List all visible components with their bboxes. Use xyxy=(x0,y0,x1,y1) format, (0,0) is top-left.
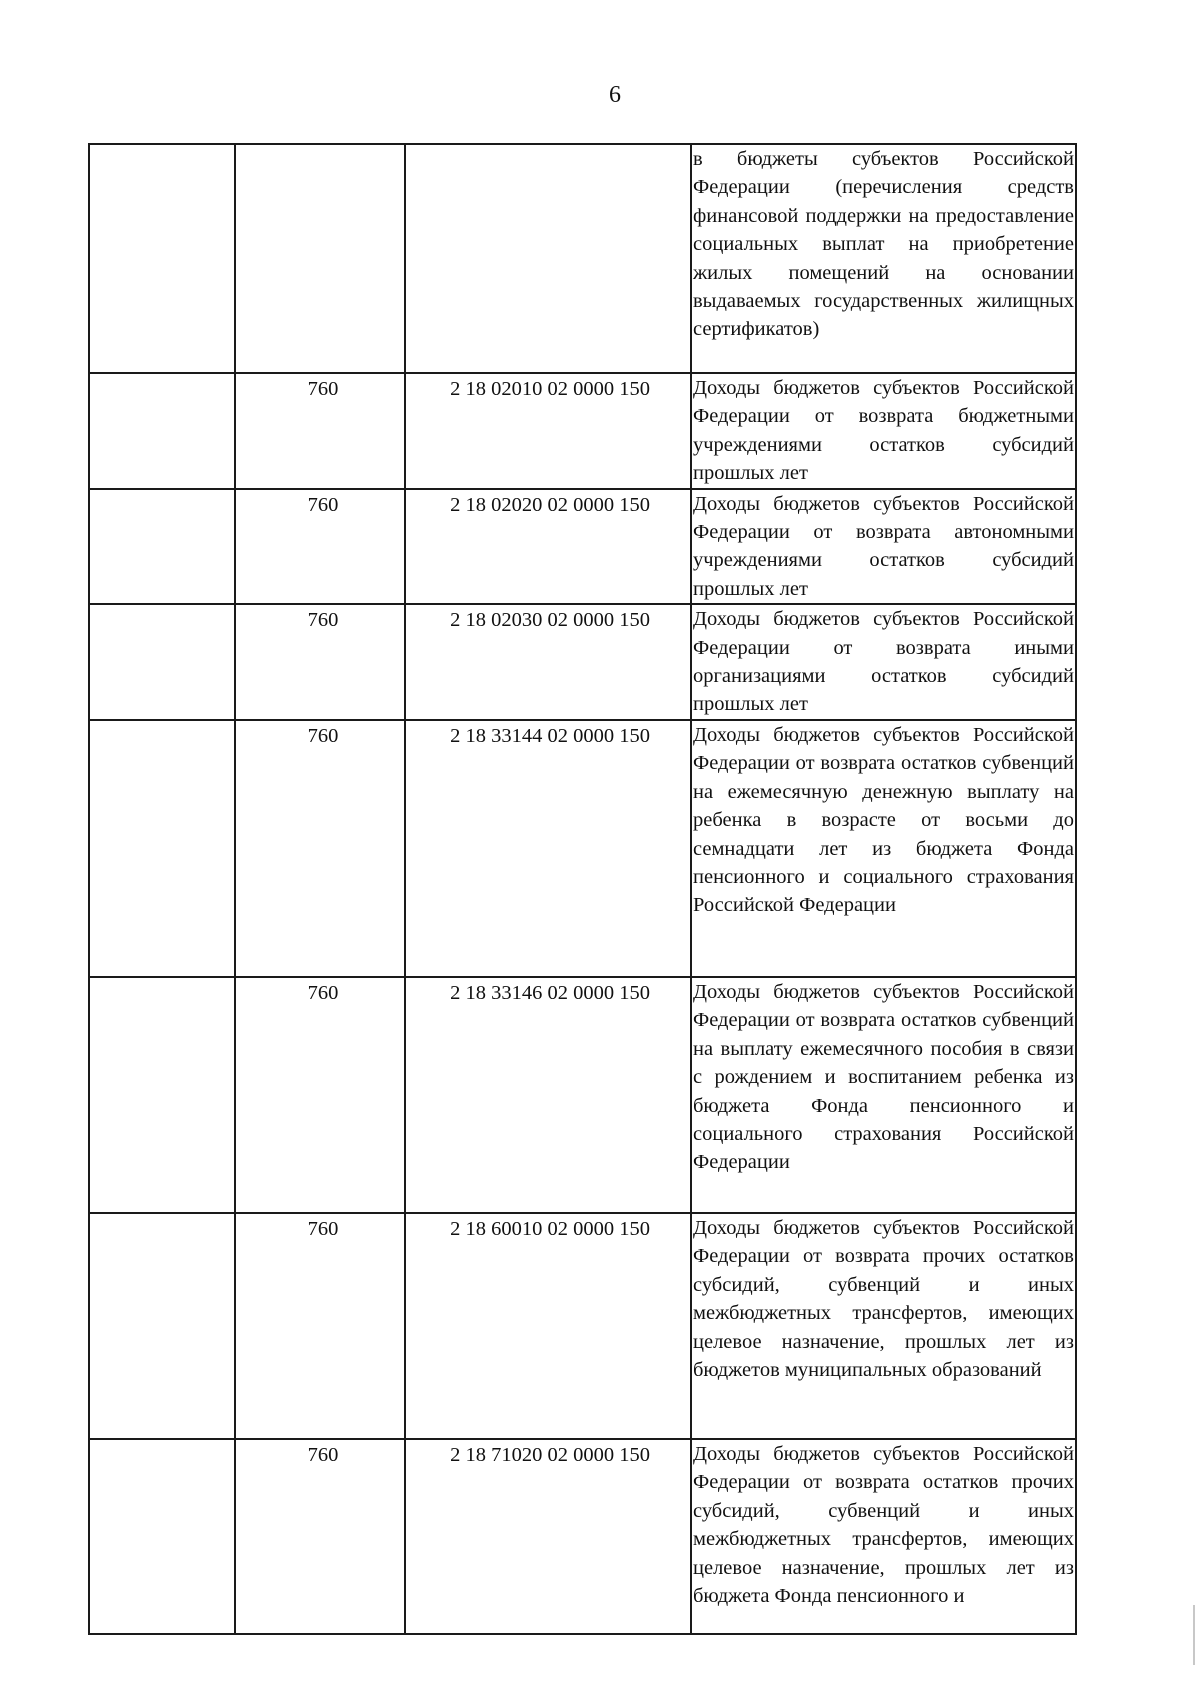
admin-code-cell xyxy=(235,144,405,373)
income-code-cell: 2 18 33144 02 0000 150 xyxy=(405,720,691,977)
income-code-cell: 2 18 60010 02 0000 150 xyxy=(405,1213,691,1439)
table-row xyxy=(89,604,1076,720)
table-row xyxy=(89,1213,1076,1439)
row-blank-cell xyxy=(89,489,235,605)
table-row xyxy=(89,144,1076,373)
table-row xyxy=(89,489,1076,605)
budget-income-table xyxy=(88,143,1077,1635)
table-row xyxy=(89,373,1076,489)
row-blank-cell xyxy=(89,720,235,977)
income-description-cell: Доходы бюджетов субъектов Российской Федерации от возврата бюджетными учреждениями остатков субсидий прошлых лет xyxy=(691,373,1076,489)
admin-code-cell: 760 xyxy=(235,720,405,977)
scan-edge-mark xyxy=(1193,1605,1195,1665)
admin-code-cell: 760 xyxy=(235,977,405,1213)
income-description-cell: Доходы бюджетов субъектов Российской Федерации от возврата остатков субвенций на ежемесячную денежную выплату на ребенка в возрасте от восьми до семнадцати лет из бюджета Фонда пенсионного и социального страхования Российской Федерации xyxy=(691,720,1076,977)
table-row xyxy=(89,720,1076,977)
row-blank-cell xyxy=(89,604,235,720)
row-blank-cell xyxy=(89,1439,235,1634)
admin-code-cell: 760 xyxy=(235,489,405,605)
table-row xyxy=(89,977,1076,1213)
income-code-cell: 2 18 02020 02 0000 150 xyxy=(405,489,691,605)
table-row xyxy=(89,1439,1076,1634)
income-code-cell: 2 18 33146 02 0000 150 xyxy=(405,977,691,1213)
admin-code-cell: 760 xyxy=(235,604,405,720)
income-description-cell: Доходы бюджетов субъектов Российской Федерации от возврата автономными учреждениями остатков субсидий прошлых лет xyxy=(691,489,1076,605)
income-description-cell: в бюджеты субъектов Российской Федерации (перечисления средств финансовой поддержки на предоставление социальных выплат на приобретение жилых помещений на основании выдаваемых государственных жилищных сертификатов) xyxy=(691,144,1076,373)
row-blank-cell xyxy=(89,373,235,489)
row-blank-cell xyxy=(89,144,235,373)
admin-code-cell: 760 xyxy=(235,373,405,489)
income-code-cell: 2 18 02010 02 0000 150 xyxy=(405,373,691,489)
income-code-cell xyxy=(405,144,691,373)
income-description-cell: Доходы бюджетов субъектов Российской Федерации от возврата остатков субвенций на выплату ежемесячного пособия в связи с рождением и воспитанием ребенка из бюджета Фонда пенсионного и социального страхования Российской Федерации xyxy=(691,977,1076,1213)
admin-code-cell: 760 xyxy=(235,1213,405,1439)
row-blank-cell xyxy=(89,977,235,1213)
income-code-cell: 2 18 02030 02 0000 150 xyxy=(405,604,691,720)
income-description-cell: Доходы бюджетов субъектов Российской Федерации от возврата остатков прочих субсидий, субвенций и иных межбюджетных трансфертов, имеющих целевое назначение, прошлых лет из бюджета Фонда пенсионного и xyxy=(691,1439,1076,1634)
row-blank-cell xyxy=(89,1213,235,1439)
admin-code-cell: 760 xyxy=(235,1439,405,1634)
income-code-cell: 2 18 71020 02 0000 150 xyxy=(405,1439,691,1634)
page-number: 6 xyxy=(609,82,621,108)
income-description-cell: Доходы бюджетов субъектов Российской Федерации от возврата иными организациями остатков субсидий прошлых лет xyxy=(691,604,1076,720)
income-description-cell: Доходы бюджетов субъектов Российской Федерации от возврата прочих остатков субсидий, субвенций и иных межбюджетных трансфертов, имеющих целевое назначение, прошлых лет из бюджетов муниципальных образований xyxy=(691,1213,1076,1439)
